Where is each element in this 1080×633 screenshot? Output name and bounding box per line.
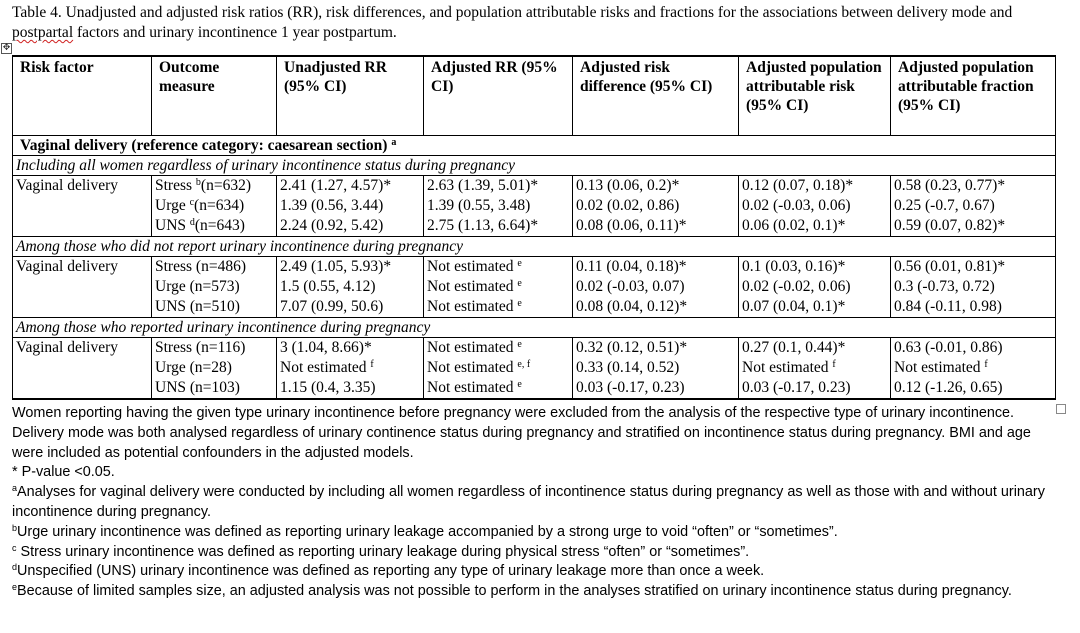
- adjusted-risk-difference-cell: [573, 176, 739, 197]
- adjusted-rr-cell-value: 2.75 (1.13, 6.64)*: [427, 217, 539, 234]
- outcome-n: (n=116): [195, 339, 246, 356]
- table-row: [13, 358, 1056, 378]
- footnote-text: Unspecified (UNS) urinary incontinence was defined as reporting any type of urinary leakage more than once a week.: [17, 563, 765, 580]
- outcome-cell: [152, 277, 277, 297]
- outcome-cell: [152, 297, 277, 318]
- adjusted-paf-cell-value: 0.59 (0.07, 0.82)*: [894, 217, 1006, 234]
- adjusted-paf-cell: [891, 196, 1056, 216]
- adjusted-par-cell-value: 0.06 (0.02, 0.1)*: [742, 217, 846, 234]
- adjusted-paf-cell: [891, 277, 1056, 297]
- adjusted-par-cell-value: 0.03 (-0.17, 0.23): [742, 379, 851, 396]
- adjusted-paf-cell-value: 0.56 (0.01, 0.81)*: [894, 258, 1006, 275]
- unadjusted-rr-cell-value: 7.07 (0.99, 50.6): [280, 298, 384, 315]
- unadjusted-rr-cell-value: 1.5 (0.55, 4.12): [280, 278, 376, 295]
- adjusted-rr-cell-value: Not estimated: [427, 379, 514, 396]
- risk-factor-cell: Vaginal delivery: [13, 338, 152, 400]
- caption-text-part2: factors and urinary incontinence 1 year postpartum.: [73, 24, 397, 41]
- notes-intro: Women reporting having the given type urinary incontinence before pregnancy were excluded from the analysis of the respective type of urinary incontinence. Delivery mode was both analysed regardless of urinary continence status during pregnancy and stratified on incontinence status during pregnancy. BMI and age were included as potential confounders in the adjusted models.: [12, 405, 1031, 461]
- outcome-n: (n=486): [195, 258, 246, 275]
- adjusted-risk-difference-cell-value: 0.13 (0.06, 0.2)*: [576, 177, 680, 194]
- section-row-vaginal-delivery: [13, 136, 1056, 156]
- table-row: [13, 297, 1056, 318]
- footnote-text: Because of limited samples size, an adjusted analysis was not possible to perform in the analyses stratified on urinary incontinence status during pregnancy.: [17, 583, 1012, 600]
- adjusted-paf-cell: [891, 358, 1056, 378]
- adjusted-par-cell: [739, 277, 891, 297]
- unadjusted-rr-cell: [277, 277, 424, 297]
- unadjusted-rr-cell: [277, 257, 424, 278]
- risk-factor-cell: Vaginal delivery: [13, 257, 152, 318]
- adjusted-rr-cell: [424, 176, 573, 197]
- adjusted-rr-cell: [424, 196, 573, 216]
- results-table: [12, 55, 1056, 400]
- adjusted-rr-cell-footnote-mark: e: [517, 339, 522, 350]
- adjusted-rr-cell-value: Not estimated: [427, 278, 514, 295]
- outcome-n: (n=28): [189, 359, 232, 376]
- adjusted-rr-cell: [424, 338, 573, 359]
- adjusted-rr-cell-value: 2.63 (1.39, 5.01)*: [427, 177, 539, 194]
- footnote-text: Urge urinary incontinence was defined as reporting urinary leakage accompanied by a strong urge to void “often” or “sometimes”.: [17, 523, 838, 540]
- table-row: [13, 196, 1056, 216]
- adjusted-rr-cell: [424, 358, 573, 378]
- outcome-cell: [152, 257, 277, 278]
- adjusted-risk-difference-cell: [573, 196, 739, 216]
- adjusted-paf-cell-value: Not estimated: [894, 359, 981, 376]
- outcome-name: UNS: [155, 298, 187, 315]
- adjusted-rr-cell: [424, 277, 573, 297]
- adjusted-rr-cell-footnote-mark: e: [517, 278, 522, 289]
- outcome-cell: [152, 378, 277, 399]
- adjusted-par-cell-value: 0.02 (-0.03, 0.06): [742, 197, 851, 214]
- adjusted-risk-difference-cell-value: 0.32 (0.12, 0.51)*: [576, 339, 688, 356]
- adjusted-rr-cell: [424, 216, 573, 237]
- footnote: [12, 543, 1052, 563]
- adjusted-par-cell-value: 0.12 (0.07, 0.18)*: [742, 177, 854, 194]
- unadjusted-rr-cell-value: 2.24 (0.92, 5.42): [280, 217, 384, 234]
- table-caption: [12, 3, 1062, 43]
- adjusted-par-cell: [739, 297, 891, 318]
- unadjusted-rr-cell: [277, 338, 424, 359]
- outcome-name: Urge: [155, 359, 186, 376]
- outcome-cell: [152, 358, 277, 378]
- table-row: [13, 176, 1056, 197]
- adjusted-par-cell: [739, 216, 891, 237]
- table-header-row: [13, 56, 1056, 136]
- adjusted-par-cell: [739, 358, 891, 378]
- adjusted-paf-cell-value: 0.25 (-0.7, 0.67): [894, 197, 995, 214]
- subgroup-label: Among those who did not report urinary incontinence during pregnancy: [13, 237, 1056, 257]
- adjusted-rr-cell: [424, 257, 573, 278]
- adjusted-par-cell-value: 0.07 (0.04, 0.1)*: [742, 298, 846, 315]
- table-row: [13, 257, 1056, 278]
- footnote: [12, 562, 1052, 582]
- adjusted-risk-difference-cell: [573, 257, 739, 278]
- table-row: [13, 216, 1056, 237]
- footnote-text: Analyses for vaginal delivery were conducted by including all women regardless of incontinence status during pregnancy as well as those with and without urinary incontinence during pregnancy.: [12, 484, 1045, 520]
- table-resize-handle[interactable]: [1056, 404, 1066, 414]
- subgroup-header-row: [13, 318, 1056, 338]
- outcome-name: UNS: [155, 379, 187, 396]
- adjusted-paf-cell: [891, 297, 1056, 318]
- adjusted-risk-difference-cell: [573, 297, 739, 318]
- unadjusted-rr-cell: [277, 378, 424, 399]
- adjusted-par-cell: [739, 378, 891, 399]
- adjusted-paf-cell-value: 0.12 (-1.26, 0.65): [894, 379, 1003, 396]
- outcome-cell: [152, 338, 277, 359]
- outcome-name: UNS: [155, 217, 187, 234]
- adjusted-rr-cell-value: Not estimated: [427, 258, 514, 275]
- outcome-n: (n=510): [189, 298, 240, 315]
- adjusted-rr-cell-value: Not estimated: [427, 339, 514, 356]
- adjusted-rr-cell-footnote-mark: e: [517, 298, 522, 309]
- adjusted-par-cell-value: Not estimated: [742, 359, 829, 376]
- subgroup-label: Including all women regardless of urinary incontinence status during pregnancy: [13, 156, 1056, 176]
- footnote: [12, 523, 1052, 543]
- outcome-footnote-mark: c: [189, 197, 195, 208]
- unadjusted-rr-cell: [277, 196, 424, 216]
- unadjusted-rr-cell: [277, 176, 424, 197]
- adjusted-par-cell: [739, 338, 891, 359]
- adjusted-risk-difference-cell-value: 0.03 (-0.17, 0.23): [576, 379, 685, 396]
- unadjusted-rr-cell: [277, 216, 424, 237]
- adjusted-rr-cell: [424, 297, 573, 318]
- adjusted-paf-cell-value: 0.63 (-0.01, 0.86): [894, 339, 1003, 356]
- unadjusted-rr-cell-value: Not estimated: [280, 359, 367, 376]
- outcome-name: Stress: [155, 177, 193, 194]
- header-unadjusted-rr: Unadjusted RR (95% CI): [277, 56, 424, 136]
- outcome-footnote-mark: b: [195, 177, 201, 188]
- caption-text-part1: Table 4. Unadjusted and adjusted risk ratios (RR), risk differences, and population attributable risks and fractions for the associations between delivery mode and: [12, 4, 1013, 21]
- adjusted-par-cell: [739, 176, 891, 197]
- adjusted-risk-difference-cell-value: 0.11 (0.04, 0.18)*: [576, 258, 687, 275]
- unadjusted-rr-cell-value: 3 (1.04, 8.66)*: [280, 339, 372, 356]
- adjusted-risk-difference-cell-value: 0.08 (0.06, 0.11)*: [576, 217, 687, 234]
- outcome-name: Stress: [155, 258, 193, 275]
- section-label-sup: a: [391, 137, 397, 148]
- outcome-cell: [152, 196, 277, 216]
- section-label-text: Vaginal delivery (reference category: caesarean section): [20, 137, 388, 154]
- adjusted-par-cell-footnote-mark: f: [832, 359, 836, 370]
- adjusted-risk-difference-cell: [573, 378, 739, 399]
- outcome-n: (n=643): [194, 217, 245, 234]
- adjusted-par-cell: [739, 257, 891, 278]
- adjusted-risk-difference-cell: [573, 216, 739, 237]
- adjusted-risk-difference-cell: [573, 338, 739, 359]
- header-adjusted-par: Adjusted population attributable risk (95% CI): [739, 56, 891, 136]
- risk-factor-cell: Vaginal delivery: [13, 176, 152, 237]
- unadjusted-rr-cell-value: 1.15 (0.4, 3.35): [280, 379, 376, 396]
- table-row: [13, 378, 1056, 399]
- adjusted-paf-cell: [891, 257, 1056, 278]
- outcome-cell: [152, 216, 277, 237]
- footnote-mark: d: [12, 562, 18, 573]
- adjusted-paf-cell: [891, 378, 1056, 399]
- outcome-cell: [152, 176, 277, 197]
- footnotes-list: [12, 483, 1052, 602]
- header-risk-factor: Risk factor: [13, 56, 152, 136]
- adjusted-paf-cell-value: 0.3 (-0.73, 0.72): [894, 278, 995, 295]
- adjusted-risk-difference-cell: [573, 358, 739, 378]
- table-row: [13, 338, 1056, 359]
- adjusted-paf-cell-value: 0.84 (-0.11, 0.98): [894, 298, 1002, 315]
- adjusted-rr-cell-value: 1.39 (0.55, 3.48): [427, 197, 531, 214]
- header-adjusted-risk-difference: Adjusted risk difference (95% CI): [573, 56, 739, 136]
- footnote-mark: c: [12, 542, 17, 553]
- outcome-name: Urge: [155, 197, 186, 214]
- adjusted-risk-difference-cell-value: 0.02 (0.02, 0.86): [576, 197, 680, 214]
- footnote-mark: a: [12, 483, 18, 494]
- adjusted-paf-cell-value: 0.58 (0.23, 0.77)*: [894, 177, 1006, 194]
- unadjusted-rr-cell-footnote-mark: f: [370, 359, 374, 370]
- adjusted-risk-difference-cell: [573, 277, 739, 297]
- outcome-name: Urge: [155, 278, 186, 295]
- adjusted-paf-cell: [891, 216, 1056, 237]
- table-move-handle-icon[interactable]: ✥: [2, 43, 11, 53]
- unadjusted-rr-cell-value: 2.41 (1.27, 4.57)*: [280, 177, 392, 194]
- adjusted-rr-cell-value: Not estimated: [427, 298, 514, 315]
- outcome-name: Stress: [155, 339, 193, 356]
- subgroup-header-row: [13, 156, 1056, 176]
- caption-squiggle-word: postpartal: [12, 24, 74, 41]
- adjusted-risk-difference-cell-value: 0.02 (-0.03, 0.07): [576, 278, 685, 295]
- subgroup-header-row: [13, 237, 1056, 257]
- unadjusted-rr-cell-value: 1.39 (0.56, 3.44): [280, 197, 384, 214]
- header-outcome-measure: Outcome measure: [152, 56, 277, 136]
- adjusted-paf-cell-footnote-mark: f: [984, 359, 988, 370]
- adjusted-rr-cell: [424, 378, 573, 399]
- footnote-text: Stress urinary incontinence was defined as reporting urinary leakage during physical stress “often” or “sometimes”.: [16, 543, 750, 560]
- outcome-n: (n=632): [200, 177, 251, 194]
- adjusted-rr-cell-footnote-mark: e: [517, 379, 522, 390]
- table-notes: [12, 404, 1052, 602]
- footnote-mark: e: [12, 582, 18, 593]
- adjusted-risk-difference-cell-value: 0.33 (0.14, 0.52): [576, 359, 680, 376]
- adjusted-paf-cell: [891, 338, 1056, 359]
- unadjusted-rr-cell-value: 2.49 (1.05, 5.93)*: [280, 258, 392, 275]
- adjusted-rr-cell-value: Not estimated: [427, 359, 514, 376]
- outcome-n: (n=573): [189, 278, 240, 295]
- adjusted-rr-cell-footnote-mark: e: [517, 258, 522, 269]
- footnote-mark: b: [12, 522, 18, 533]
- table-row: [13, 277, 1056, 297]
- adjusted-rr-cell-footnote-mark: e, f: [517, 359, 531, 370]
- adjusted-par-cell-value: 0.1 (0.03, 0.16)*: [742, 258, 846, 275]
- footnote: [12, 483, 1052, 523]
- outcome-n: (n=634): [194, 197, 245, 214]
- header-adjusted-paf: Adjusted population attributable fraction (95% CI): [891, 56, 1056, 136]
- adjusted-paf-cell: [891, 176, 1056, 197]
- subgroup-label: Among those who reported urinary incontinence during pregnancy: [13, 318, 1056, 338]
- adjusted-par-cell-value: 0.02 (-0.02, 0.06): [742, 278, 851, 295]
- section-label: [13, 136, 1056, 156]
- outcome-n: (n=103): [189, 379, 240, 396]
- adjusted-par-cell: [739, 196, 891, 216]
- header-adjusted-rr: Adjusted RR (95% CI): [424, 56, 573, 136]
- adjusted-risk-difference-cell-value: 0.08 (0.04, 0.12)*: [576, 298, 688, 315]
- footnote: [12, 582, 1052, 602]
- adjusted-par-cell-value: 0.27 (0.1, 0.44)*: [742, 339, 846, 356]
- outcome-footnote-mark: d: [189, 217, 195, 228]
- unadjusted-rr-cell: [277, 358, 424, 378]
- unadjusted-rr-cell: [277, 297, 424, 318]
- notes-pvalue: * P-value <0.05.: [12, 464, 115, 481]
